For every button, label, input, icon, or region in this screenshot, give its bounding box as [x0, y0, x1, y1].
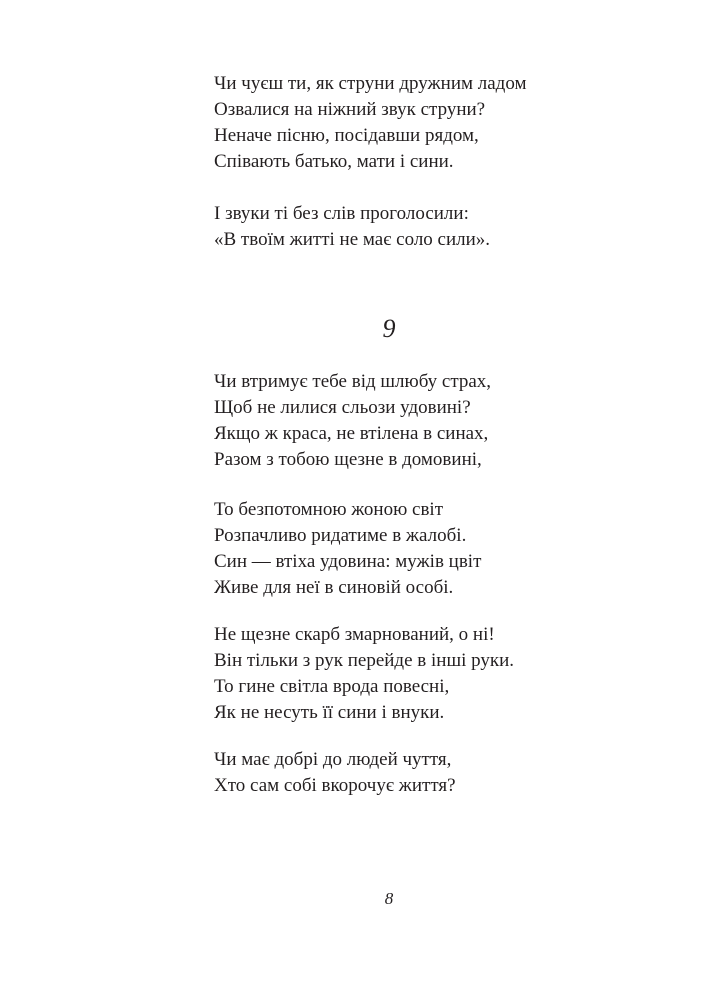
poem-line: Хто сам собі вкорочує життя? — [214, 775, 456, 796]
poem-line: Якщо ж краса, не втілена в синах, — [214, 423, 489, 444]
stanza-quatrain — [214, 369, 654, 473]
poem-line: Чи втримує тебе від шлюбу страх, — [214, 371, 492, 392]
stanza-couplet — [214, 747, 654, 799]
poem-line: Не щезне скарб змарнований, о ні! — [214, 624, 495, 645]
poem-line: Щоб не лилися сльози удовині? — [214, 397, 471, 418]
poem-line: Він тільки з рук перейде в інші руки. — [214, 650, 515, 671]
stanza-quatrain — [214, 622, 654, 726]
sonnet-number: 9 — [382, 314, 396, 343]
poem-line: І звуки ті без слів проголосили: — [214, 203, 469, 224]
poem-line: Чи має добрі до людей чуття, — [214, 749, 452, 770]
poem-line: То гине світла врода повесні, — [214, 676, 450, 697]
poem-line: Розпачливо ридатиме в жалобі. — [214, 525, 467, 546]
stanza-quatrain — [214, 71, 654, 175]
stanza-quatrain — [214, 497, 654, 601]
poem-line: Разом з тобою щезне в домовині, — [214, 449, 482, 470]
poem-line: То безпотомною жоною світ — [214, 499, 444, 520]
poem-line: Неначе пісню, посідавши рядом, — [214, 125, 479, 146]
poem-line: Співають батько, мати і сини. — [214, 151, 454, 172]
poem-line: Син — втіха удовина: мужів цвіт — [214, 551, 482, 572]
poem-line: Озвалися на ніжний звук струни? — [214, 99, 486, 120]
poem-line: Живе для неї в синовій особі. — [214, 577, 454, 598]
stanza-couplet — [214, 201, 654, 253]
poem-line: «В твоїм житті не має соло сили». — [214, 229, 491, 250]
page-number: 8 — [384, 889, 394, 908]
poem-line: Чи чуєш ти, як струни дружним ладом — [214, 73, 527, 94]
poem-line: Як не несуть її сини і внуки. — [214, 702, 445, 723]
